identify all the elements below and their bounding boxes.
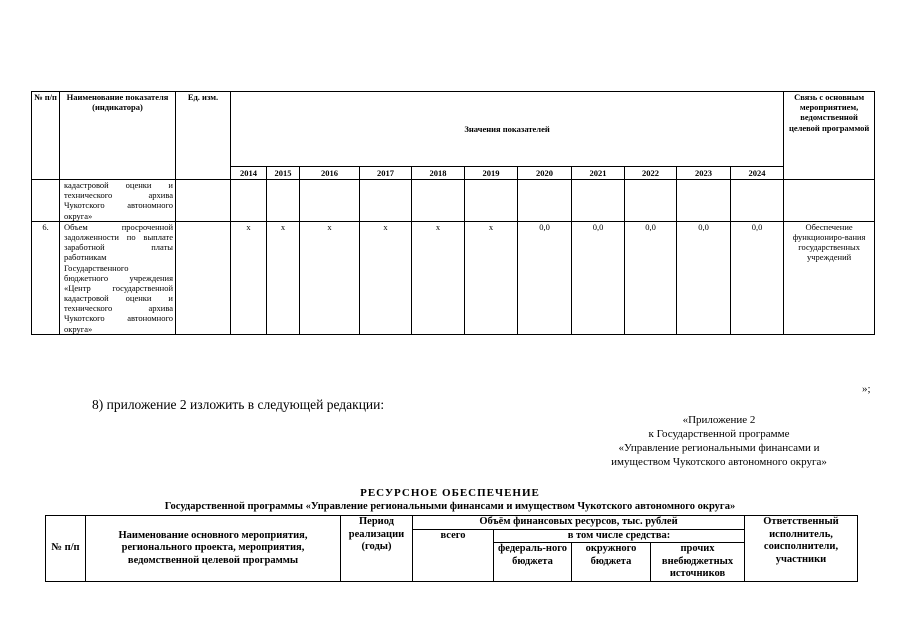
res-header-including: в том числе средства: bbox=[494, 529, 745, 543]
header-num: № п/п bbox=[32, 92, 60, 180]
appendix-line: «Управление региональными финансами и bbox=[618, 442, 820, 454]
value-cell: 0,0 bbox=[731, 221, 784, 334]
value-cell: х bbox=[360, 221, 412, 334]
res-header-name: Наименование основного мероприятия, регионального проекта, мероприятия, ведомственной целевой программы bbox=[86, 516, 341, 582]
year-cell: 2023 bbox=[677, 167, 731, 180]
year-cell: 2022 bbox=[625, 167, 677, 180]
header-values: Значения показателей bbox=[231, 92, 784, 167]
value-cell: х bbox=[300, 221, 360, 334]
year-cell: 2020 bbox=[518, 167, 572, 180]
resource-table bbox=[45, 515, 858, 582]
year-cell: 2024 bbox=[731, 167, 784, 180]
value-cell: 0,0 bbox=[572, 221, 625, 334]
appendix-line: «Приложение 2 bbox=[682, 414, 756, 426]
header-indicator-name: Наименование показателя (индикатора) bbox=[60, 92, 176, 180]
paragraph-8: 8) приложение 2 изложить в следующей редакции: bbox=[92, 397, 385, 412]
year-cell: 2015 bbox=[267, 167, 300, 180]
appendix-line: к Государственной программе bbox=[648, 428, 790, 440]
year-cell: 2014 bbox=[231, 167, 267, 180]
indicator-name: Объем просроченной задолженности по выплате заработной платы работникам Государственного бюджетного учреждения «Центр государственной кадастровой оценки и технического архива Чукотского автономного округа» bbox=[60, 221, 176, 334]
table-row bbox=[32, 221, 875, 334]
value-cell: 0,0 bbox=[625, 221, 677, 334]
value-cell: х bbox=[465, 221, 518, 334]
row-unit bbox=[176, 221, 231, 334]
res-header-district: окружного бюджета bbox=[572, 543, 651, 582]
indicators-table bbox=[31, 91, 875, 335]
year-cell: 2019 bbox=[465, 167, 518, 180]
res-header-federal: федераль-ного бюджета bbox=[494, 543, 572, 582]
value-cell: х bbox=[231, 221, 267, 334]
value-cell: 0,0 bbox=[518, 221, 572, 334]
appendix-header bbox=[585, 413, 853, 469]
value-cell: х bbox=[412, 221, 465, 334]
value-cell: х bbox=[267, 221, 300, 334]
closing-quote: »; bbox=[862, 383, 871, 395]
header-unit: Ед. изм. bbox=[176, 92, 231, 180]
res-header-volume: Объём финансовых ресурсов, тыс. рублей bbox=[413, 516, 745, 530]
resource-title: РЕСУРСНОЕ ОБЕСПЕЧЕНИЕ bbox=[360, 487, 540, 499]
year-cell: 2018 bbox=[412, 167, 465, 180]
res-header-total: всего bbox=[413, 529, 494, 581]
year-cell: 2016 bbox=[300, 167, 360, 180]
resource-subtitle: Государственной программы «Управление региональными финансами и имуществом Чукотского автономного округа» bbox=[164, 501, 736, 512]
res-header-other: прочих внебюджетных источников bbox=[651, 543, 745, 582]
table-row bbox=[32, 180, 875, 222]
year-cell: 2021 bbox=[572, 167, 625, 180]
indicator-name-continued: кадастровой оценки и технического архива Чукотского автономного округа» bbox=[60, 180, 176, 222]
row-num: 6. bbox=[32, 221, 60, 334]
res-header-num: № п/п bbox=[46, 516, 86, 582]
res-header-period: Период реализации (годы) bbox=[341, 516, 413, 582]
appendix-line: имуществом Чукотского автономного округа» bbox=[611, 456, 827, 468]
header-link: Связь с основным мероприятием, ведомственной целевой программой bbox=[784, 92, 875, 180]
row-link: Обеспечение функциониро-вания государственных учреждений bbox=[784, 221, 875, 334]
res-header-responsible: Ответственный исполнитель, соисполнители, участники bbox=[745, 516, 858, 582]
year-cell: 2017 bbox=[360, 167, 412, 180]
value-cell: 0,0 bbox=[677, 221, 731, 334]
